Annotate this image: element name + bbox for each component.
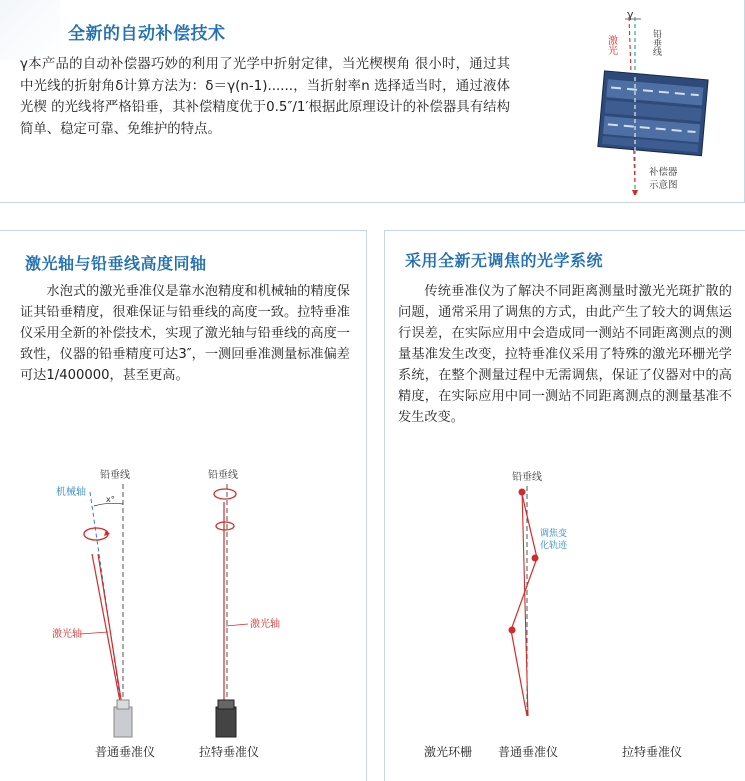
caption-normal-3: 普通垂准仪: [498, 745, 559, 759]
gamma-label: γ: [627, 8, 634, 21]
coaxial-diagram: [20, 462, 350, 762]
focus-track-label-2: 化轨迹: [540, 541, 568, 551]
caption-ring: 激光环栅: [424, 745, 473, 759]
compensator-caption-line2: 示意图: [649, 180, 678, 191]
laser-axis-label-right: 激光轴: [250, 619, 280, 630]
focus-track-label: 调焦变: [540, 529, 568, 539]
section-2-text: 水泡式的激光垂准仪是靠水泡精度和机械轴的精度保证其铅垂精度，很难保证与铅垂线的高度一致。拉特垂准仪采用全新的补偿技术，实现了激光轴与铅垂线的高度一致性，仪器的铅垂精度可达3″，一测回垂准测量标准偏差可达1/400000，甚至更高。: [20, 284, 350, 383]
plumb-line-label: 铅垂线: [651, 29, 661, 56]
compensator-diagram: [595, 5, 735, 195]
caption-normal-left: 普通垂准仪: [95, 745, 156, 759]
mech-axis-label: 机械轴: [56, 487, 86, 498]
focus-track: [511, 490, 537, 716]
section-1-text: γ本产品的自动补偿器巧妙的利用了光学中折射定律，当光楔楔角 很小时，通过其中光线的折射角δ计算方法为：δ＝γ(n-1)......，当折射率n 选择适当时，通过液体光楔 的光线将严格铅垂，其补偿精度优于0.5″/1′根据此原理设计的补偿器具有结构简单、稳定可靠、免维护的特点。: [20, 57, 510, 137]
plumb-label-left: 铅垂线: [100, 470, 130, 481]
section-3-title: 采用全新无调焦的光学系统: [405, 251, 604, 270]
caption-lat-left: 拉特垂准仪: [199, 745, 260, 759]
angle-label: x°: [106, 495, 115, 504]
section-2-title: 激光轴与铅垂线高度同轴: [25, 254, 207, 273]
compensator-block: [598, 71, 708, 156]
section-3-text: 传统垂准仪为了解决不同距离测量时激光光斑扩散的问题，通常采用了调焦的方式，由此产生了较大的调焦运行误差，在实际应用中会造成同一测站不同距离测点的测量基准发生改变，拉特垂准仪采用了特殊的激光环栅光学系统，在整个测量过程中无需调焦，保证了仪器对中的高精度，在实际应用中同一测站不同距离测点的测量基准不发生改变。: [398, 284, 732, 425]
focus-diagram: [400, 466, 740, 756]
laser-label: 激光: [605, 35, 617, 55]
instrument-right-icon: [216, 700, 236, 737]
watermark-corner: [0, 0, 60, 60]
caption-lat-3: 拉特垂准仪: [622, 745, 683, 759]
compensator-caption-line1: 补偿器: [649, 167, 678, 178]
section-1-title: 全新的自动补偿技术: [68, 24, 226, 44]
laser-axis-label-left: 激光轴: [52, 629, 82, 640]
instrument-left-icon: [114, 700, 132, 737]
plumb-label-right: 铅垂线: [208, 470, 238, 481]
plumb-label-left-3: 铅垂线: [512, 472, 542, 483]
